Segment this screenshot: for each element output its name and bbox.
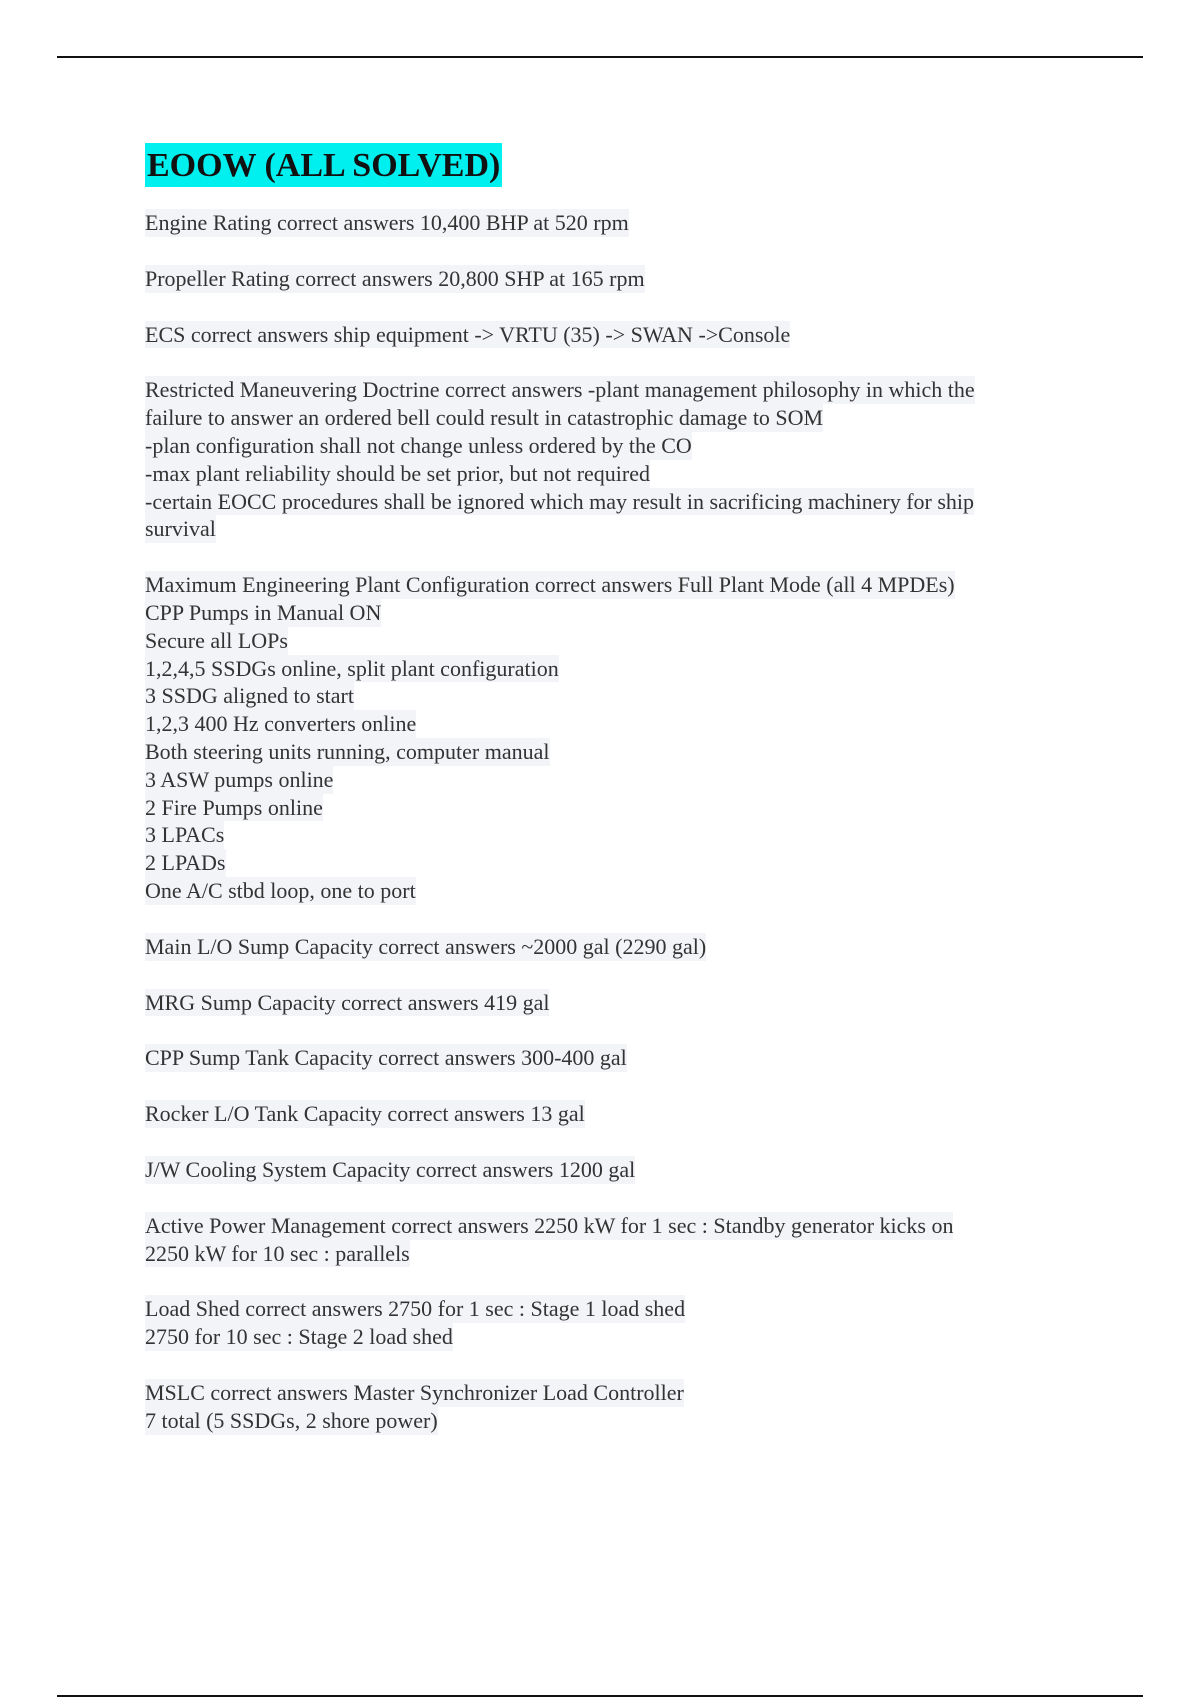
- qa-line: survival: [145, 516, 216, 542]
- qa-line: MSLC correct answers Master Synchronizer Load Controller: [145, 1379, 684, 1405]
- qa-entry: [145, 933, 1065, 961]
- qa-line: Main L/O Sump Capacity correct answers ~2000 gal (2290 gal): [145, 933, 707, 959]
- qa-line: -plan configuration shall not change unless ordered by the CO: [145, 432, 692, 458]
- qa-entry: [145, 1295, 1065, 1351]
- qa-line: 2750 for 10 sec : Stage 2 load shed: [145, 1324, 453, 1350]
- qa-line: Maximum Engineering Plant Configuration correct answers Full Plant Mode (all 4 MPDEs): [145, 572, 955, 598]
- page-top-rule: [57, 56, 1143, 58]
- qa-line: -certain EOCC procedures shall be ignored which may result in sacrificing machinery for ship: [145, 488, 975, 514]
- qa-line: 2250 kW for 10 sec : parallels: [145, 1240, 410, 1266]
- qa-line: 3 ASW pumps online: [145, 766, 334, 792]
- qa-line: 1,2,3 400 Hz converters online: [145, 711, 417, 737]
- qa-entry: [145, 1100, 1065, 1128]
- qa-entry: [145, 571, 1065, 905]
- document-body: [145, 143, 1065, 1435]
- qa-line: Propeller Rating correct answers 20,800 SHP at 165 rpm: [145, 265, 645, 291]
- qa-entry: [145, 265, 1065, 293]
- qa-line: 2 LPADs: [145, 850, 226, 876]
- qa-line: 3 SSDG aligned to start: [145, 683, 354, 709]
- qa-line: failure to answer an ordered bell could result in catastrophic damage to SOM: [145, 405, 824, 431]
- qa-line: ECS correct answers ship equipment -> VRTU (35) -> SWAN ->Console: [145, 321, 791, 347]
- qa-line: Rocker L/O Tank Capacity correct answers 13 gal: [145, 1101, 585, 1127]
- page-bottom-rule: [57, 1695, 1143, 1697]
- qa-line: Restricted Maneuvering Doctrine correct answers -plant management philosophy in which the: [145, 377, 975, 403]
- qa-entry: [145, 321, 1065, 349]
- qa-line: Load Shed correct answers 2750 for 1 sec : Stage 1 load shed: [145, 1296, 686, 1322]
- qa-entry: [145, 989, 1065, 1017]
- qa-line: CPP Pumps in Manual ON: [145, 599, 382, 625]
- qa-line: Both steering units running, computer manual: [145, 738, 550, 764]
- qa-line: J/W Cooling System Capacity correct answers 1200 gal: [145, 1156, 636, 1182]
- qa-line: One A/C stbd loop, one to port: [145, 877, 416, 903]
- qa-line: Engine Rating correct answers 10,400 BHP at 520 rpm: [145, 210, 629, 235]
- qa-line: 3 LPACs: [145, 822, 225, 848]
- qa-entry: [145, 1212, 1065, 1268]
- qa-line: MRG Sump Capacity correct answers 419 gal: [145, 989, 550, 1015]
- qa-entry: [145, 1379, 1065, 1435]
- qa-list: [145, 209, 1065, 1435]
- qa-line: -max plant reliability should be set prior, but not required: [145, 460, 651, 486]
- qa-line: Secure all LOPs: [145, 627, 288, 653]
- qa-line: 1,2,4,5 SSDGs online, split plant configuration: [145, 655, 559, 681]
- qa-line: 7 total (5 SSDGs, 2 shore power): [145, 1407, 438, 1433]
- qa-entry: [145, 1044, 1065, 1072]
- qa-line: CPP Sump Tank Capacity correct answers 300-400 gal: [145, 1045, 627, 1071]
- qa-entry: [145, 376, 1065, 543]
- document-title: EOOW (ALL SOLVED): [145, 143, 502, 187]
- qa-entry: [145, 1156, 1065, 1184]
- qa-entry: [145, 209, 1065, 237]
- qa-line: 2 Fire Pumps online: [145, 794, 323, 820]
- qa-line: Active Power Management correct answers 2250 kW for 1 sec : Standby generator kicks on: [145, 1212, 954, 1238]
